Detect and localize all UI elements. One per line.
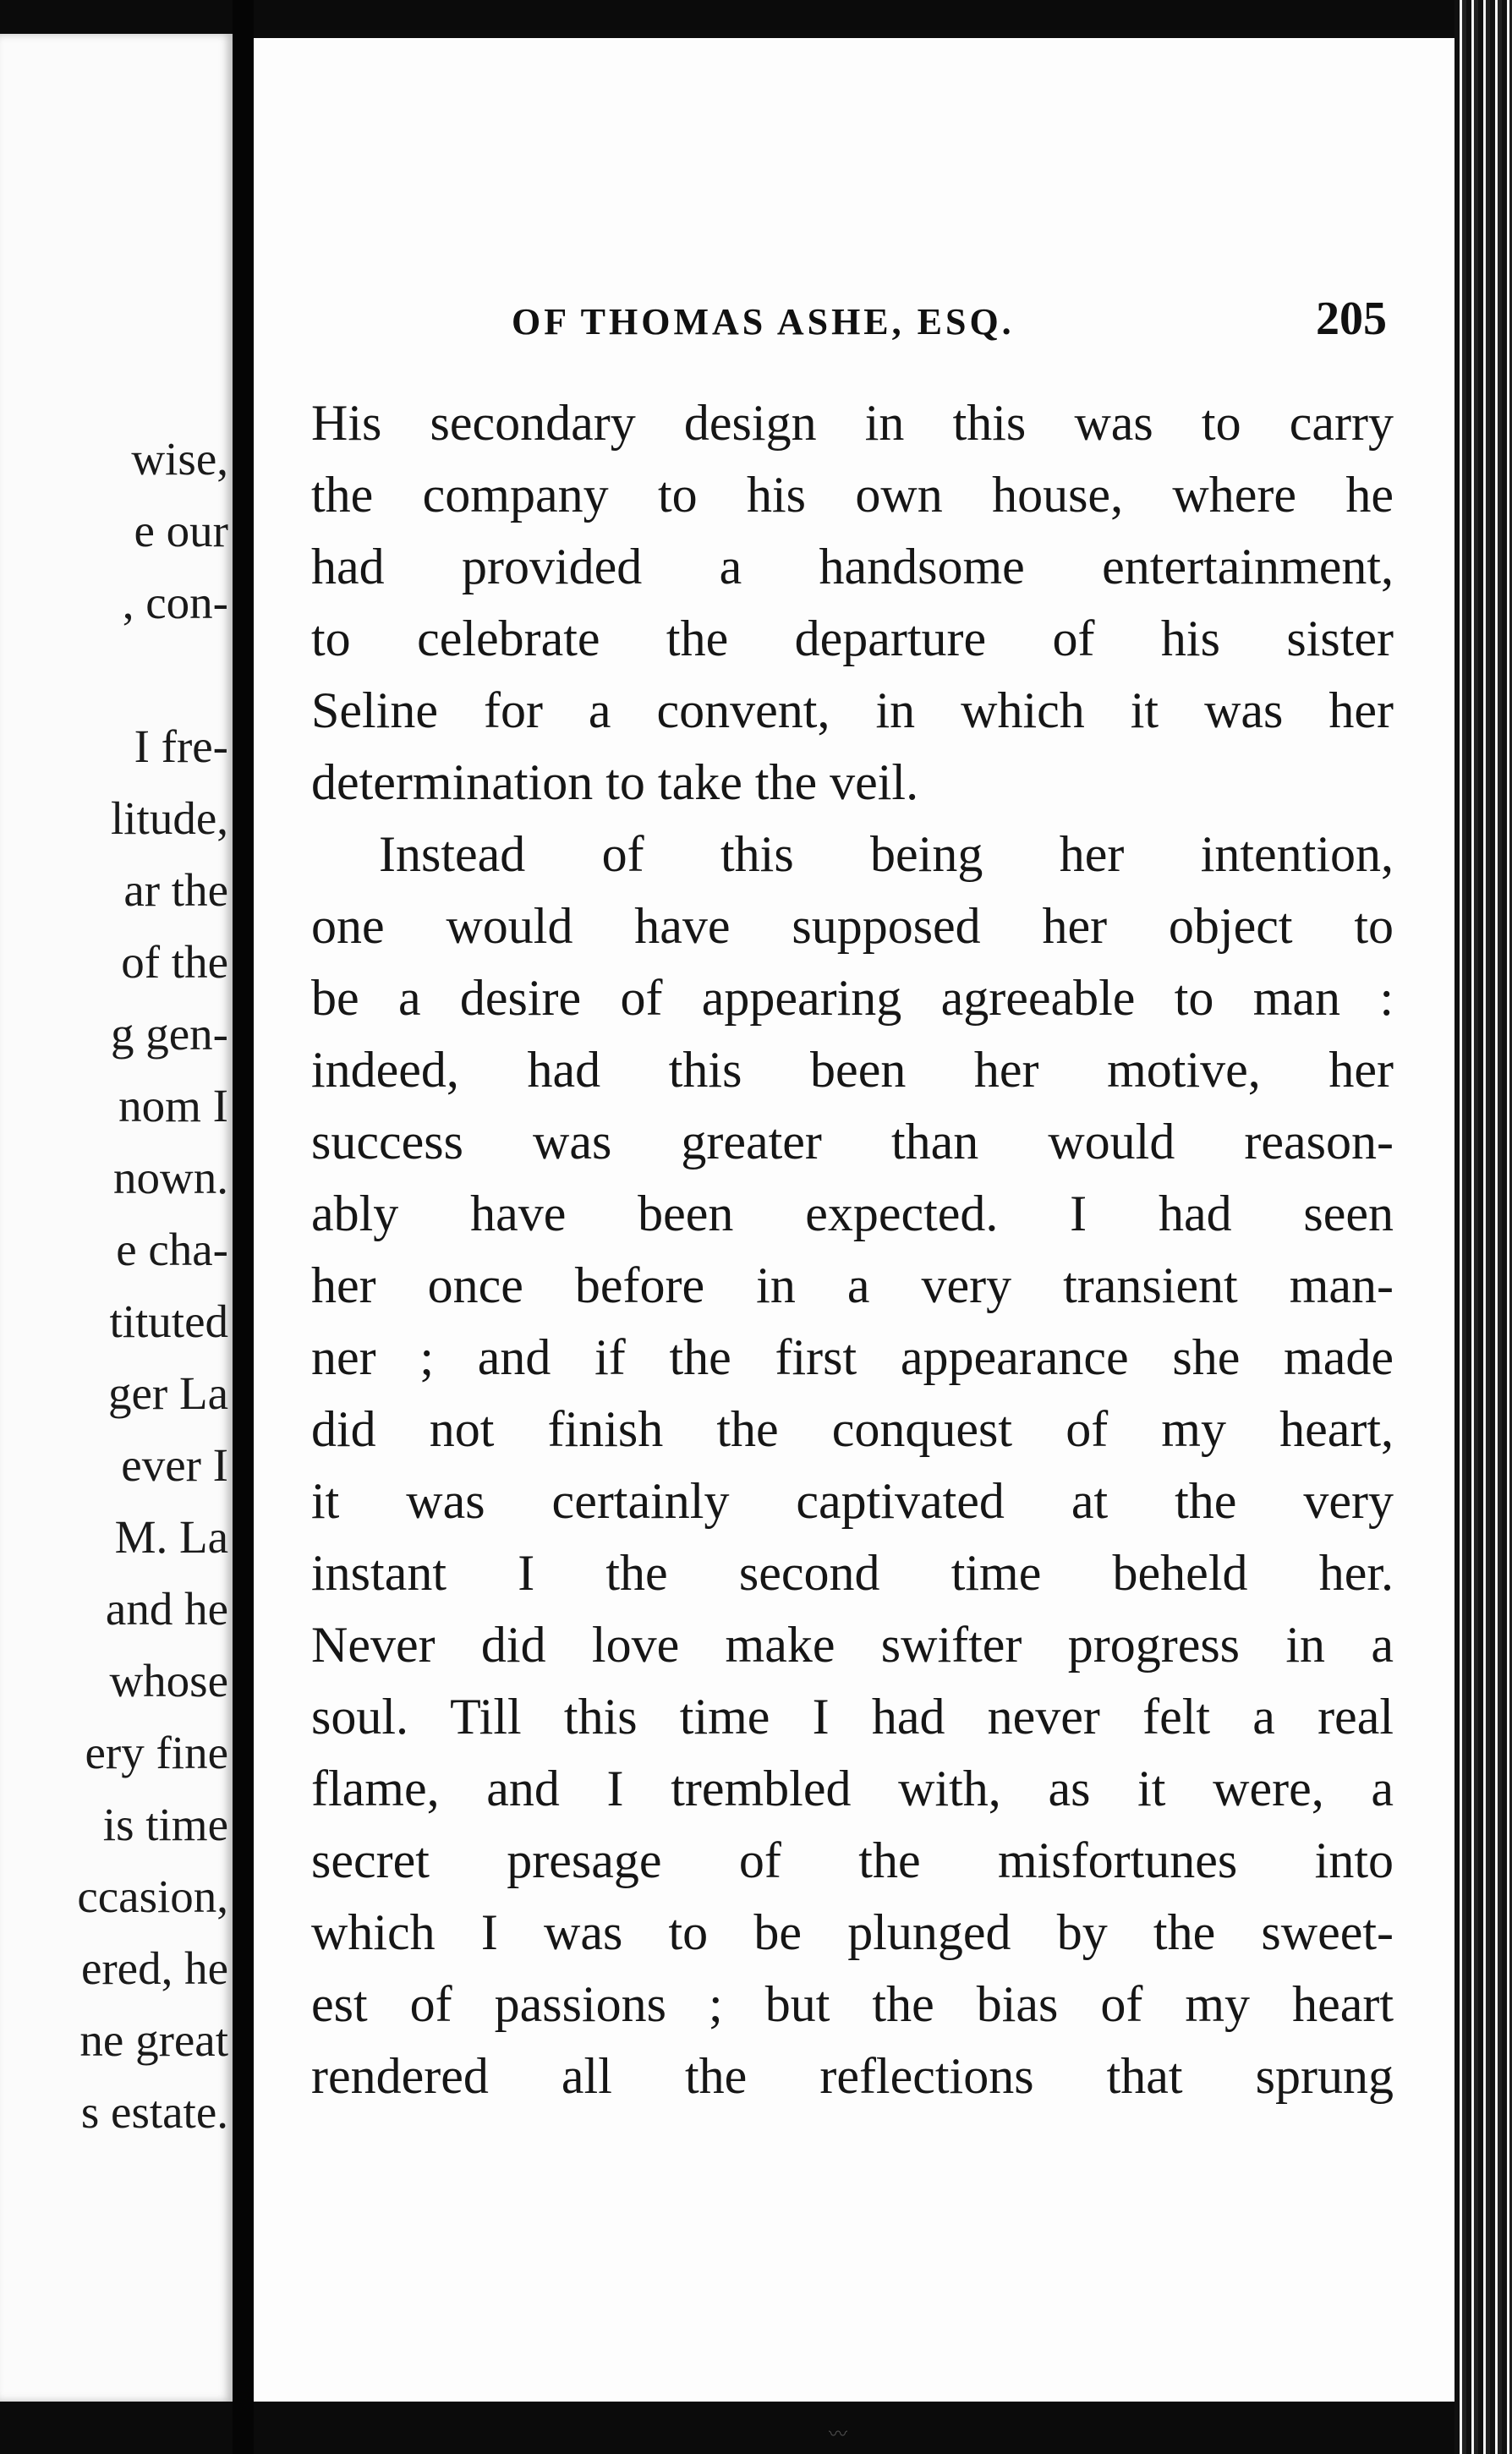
body-line: be a desire of appearing agreeable to man : xyxy=(311,970,1394,1026)
body-line: the company to his own house, where he xyxy=(311,467,1394,523)
left-page-line: e cha- xyxy=(116,1224,228,1275)
body-line: to celebrate the departure of his sister xyxy=(311,611,1394,666)
left-page-line: e our xyxy=(134,505,228,556)
left-page-line: of the xyxy=(121,936,228,988)
body-line: flame, and I trembled with, as it were, a xyxy=(311,1761,1394,1816)
left-page-line: M. La xyxy=(114,1511,228,1563)
body-line: indeed, had this been her motive, her xyxy=(311,1042,1394,1098)
left-page-line: s estate. xyxy=(80,2086,228,2138)
bottom-mark: 〰 xyxy=(829,2424,848,2445)
left-page-line: wise, xyxy=(131,433,228,485)
left-page-line: ccasion, xyxy=(77,1871,228,1922)
left-page-line: nom I xyxy=(118,1080,228,1131)
left-page-line: I fre- xyxy=(134,720,228,772)
body-line: success was greater than would reason- xyxy=(311,1114,1394,1169)
body-line: His secondary design in this was to carry xyxy=(311,395,1394,451)
body-line: soul. Till this time I had never felt a real xyxy=(311,1689,1394,1745)
left-page-line: ger La xyxy=(108,1367,228,1419)
body-line: one would have supposed her object to xyxy=(311,898,1394,954)
body-line: which I was to be plunged by the sweet- xyxy=(311,1904,1394,1960)
body-line: had provided a handsome entertainment, xyxy=(311,539,1394,594)
book-gutter xyxy=(233,0,254,2454)
body-line: did not finish the conquest of my heart, xyxy=(311,1401,1394,1457)
left-page-line: g gen- xyxy=(111,1008,228,1060)
left-page-line: ar the xyxy=(123,864,228,916)
body-line: Instead of this being her intention, xyxy=(379,826,1394,882)
left-page-line: ered, he xyxy=(80,1942,228,1994)
left-page-line: nown. xyxy=(113,1152,228,1203)
left-page-line: ever I xyxy=(121,1439,228,1491)
left-page-line: and he xyxy=(105,1583,228,1635)
left-page-line: ery fine xyxy=(85,1727,228,1778)
body-line: Never did love make swifter progress in a xyxy=(311,1617,1394,1673)
body-line: her once before in a very transient man- xyxy=(311,1257,1394,1313)
body-line: ably have been expected. I had seen xyxy=(311,1186,1394,1241)
left-page-line: tituted xyxy=(109,1295,228,1347)
body-line: determination to take the veil. xyxy=(311,754,919,810)
left-page-line: whose xyxy=(109,1655,228,1706)
body-line: Seline for a convent, in which it was her xyxy=(311,682,1394,738)
body-line: secret presage of the misfortunes into xyxy=(311,1832,1394,1888)
left-page-line: ne great xyxy=(79,2014,228,2066)
left-page-line: litude, xyxy=(110,792,228,844)
body-line: ner ; and if the first appearance she made xyxy=(311,1329,1394,1385)
left-page-line: is time xyxy=(102,1799,228,1850)
left-page xyxy=(0,34,233,2402)
page-number: 205 xyxy=(1316,293,1387,345)
left-page-line: , con- xyxy=(122,577,228,628)
body-line: rendered all the reflections that sprung xyxy=(311,2048,1394,2104)
body-line: est of passions ; but the bias of my heart xyxy=(311,1976,1394,2032)
body-line: instant I the second time beheld her. xyxy=(311,1545,1394,1601)
page-edges xyxy=(1454,0,1512,2454)
running-head: OF THOMAS ASHE, ESQ. xyxy=(512,301,1015,342)
right-page xyxy=(254,38,1454,2402)
body-line: it was certainly captivated at the very xyxy=(311,1473,1394,1529)
